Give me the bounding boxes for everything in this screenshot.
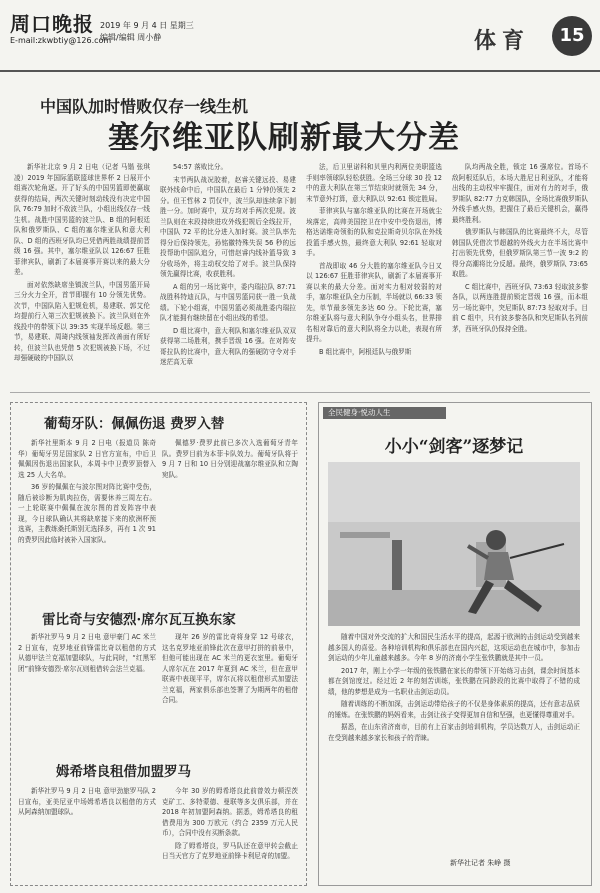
paragraph: 现年 26 岁的雷比奇将身穿 12 号球衣，这名克罗地亚前锋此次在意甲打拼的前景中，但他可能出现在 AC 米兰的更衣室里。葡萄牙人席尔瓦在 2017 年夏到 AC 米兰，但在意甲联赛中表现平平，席尔瓦将以租借形式加盟法兰克福，两家俱乐部也签署了为期两年的租借合同。 <box>162 633 298 704</box>
article-column-4 <box>452 162 588 384</box>
brief-portugal-col-2 <box>162 438 298 598</box>
feature-body <box>328 632 580 837</box>
paragraph: 除了姆希塔良，罗马队还在意甲转会截止日当天官方了克罗地亚前锋卡利尼奇的加盟。 <box>162 841 298 860</box>
paragraph: 俄罗斯队与韩国队的比赛最终不大，尽管韩国队凭借次节超越的外线火力在半场比赛中打出领先优势，但俄罗斯队第三节一波 9:2 的得分高潮将比分反超。最终，俄罗斯队 73:65 取胜。 <box>452 228 588 278</box>
brief-mkhitaryan-col-2 <box>162 786 298 878</box>
main-subheadline: 中国队加时惜败仅存一线生机 <box>40 97 249 116</box>
article-column-3 <box>306 162 442 384</box>
fencer-photo-illustration <box>328 462 580 626</box>
brief-title-rebic: 雷比奇与安德烈·席尔瓦互换东家 <box>42 612 236 628</box>
photo-byline: 新华社记者 朱峥 摄 <box>450 859 511 867</box>
paragraph: 54:57 落败比分。 <box>173 163 228 171</box>
paragraph: 36 岁的佩佩在与波尔图对阵比赛中受伤，随后被诊断为肌肉拉伤，需要休养三周左右。一上轮联赛中佩佩在波尔图的首发阵容中表现，今日球队确认其将缺席接下来的欧洲杯预选赛，主教练桑托斯别无选择多，再有 1 次 91 的费罗因此临时被补入国家队。 <box>18 483 156 544</box>
paragraph: A 组的另一场比赛中，委内瑞拉队 87:71 战胜科特迪瓦队，与中国男篮同获一胜一负战绩。下轮小组赛，中国男篮必须战胜委内瑞拉队才能拥有继续留在小组出线的希望。 <box>160 282 296 322</box>
brief-rebic-col-1 <box>18 632 156 750</box>
paragraph: D 组比赛中，意大利队和塞尔维亚队双双获得第二场胜利，携手晋级 16 强。在对阵安哥拉队的比赛中，意大利队的强硬防守令对手迷茫高无章 <box>160 326 296 366</box>
paragraph: 面对依然缺席坐镇波兰队，中国男篮开局三分火力全开，首节即握有 10 分领先优势。次节，中国队陷入犯规危机，易建联、郭艾伦均提前行入第三次犯规被换下。波兰队则在外线投中的带领下以 39:35 实现半场反超。第三节，易建联、周琦内线领袖发挥改善面有所好转，但波兰队也凭借 5 次犯规被换下场，不过却强硬破的中国队以 <box>14 280 150 362</box>
feature-headline: 小小“剑客”逐梦记 <box>384 437 524 457</box>
paragraph: 今年 30 岁的姆希塔良此前曾效力顿涅茨克矿工、多特蒙德、曼联等多支俱乐部，并在 2018 年初加盟阿森纳。据悉，姆希塔良的租借费用为 300 万欧元（约合 2359 万元人民币），合同中没有买断条款。 <box>162 787 298 837</box>
fencing-photo <box>328 462 580 626</box>
paragraph: 法，后卫里诺科和贝里内利两位美职篮选手则率领球队轻松获胜。全场三分球 30 投 12 中的意大利队在第三节结束时就领先 34 分，末节意外打算，意大利队以 92:61 锁定胜局。 <box>306 163 442 203</box>
brief-mkhitaryan-col-1 <box>18 786 156 878</box>
paragraph: 佩德罗·费罗此前已多次入选葡萄牙青年队。费罗目前为本菲卡队效力。葡萄牙队将于 9 月 7 日和 10 日分别迎战塞尔维亚队和立陶宛队。 <box>162 439 298 479</box>
article-column-1 <box>14 162 150 384</box>
paragraph: 首战即取 46 分大胜的塞尔维亚队今日又以 126:67 狂胜菲律宾队，刷新了本届赛事开赛以来的最大分差。面对实力相对较弱的对手，塞尔维亚队全力压制，半场就以 66:33 领先，单节最多领先多达 60 分。下轮比赛，塞尔维亚队将与意大利队争夺小组头名，世界排名相对靠后的意大利队将全力以赴，表现有所提升。 <box>306 261 442 343</box>
brief-rebic-col-2 <box>162 632 298 750</box>
paragraph: 新华社罗马 9 月 2 日电 意甲劲旅罗马队 2 日宣布，亚美尼亚中场姆希塔良以租借的方式从阿森纳加盟球队。 <box>18 787 156 816</box>
feature-banner: 全民健身·悦动人生 <box>323 407 446 419</box>
paragraph: 据悉，在山东省济南市，目前有上百家击剑培训机构，学员达数万人，击剑运动正在受到越来越多家长和孩子的青睐。 <box>328 723 580 742</box>
paragraph: 队均两战全胜，锁定 16 强席位。首场不敌阿根廷队后，本场大胜尼日利亚队，才能将出线的主动权牢牢握住，面对有力的对手，俄罗斯队 82:77 力克韩国队，全场比赛俄罗斯队外线手感火热，把握住了最后关键机会，赢得最终胜利。 <box>452 163 588 224</box>
main-headline: 塞尔维亚队刷新最大分差 <box>108 120 460 156</box>
paragraph: 随着训练的不断加深，击剑运动带给孩子的不仅是身体素质的提高，还有意志品质的锤炼。在张铁鹏的妈妈看来，击剑让孩子变得更加自信和坚强，也更懂得尊重对手。 <box>328 700 580 719</box>
brief-title-portugal: 葡萄牙队：佩佩伤退 费罗入替 <box>44 416 225 432</box>
paragraph: C 组比赛中，西班牙队 73:63 轻取波多黎各队，以两连胜提前锁定晋级 16 强，而本组另一场比赛中，突尼斯队 87:73 轻取对手。目前 C 组中，只有波多黎各队和突尼斯队名列前茅，西班牙队仍保持全胜。 <box>452 282 588 333</box>
article-column-2 <box>160 162 296 384</box>
section-divider <box>10 392 590 393</box>
masthead-date: 2019 年 9 月 4 日 星期三 <box>100 21 194 30</box>
masthead-email: E-mail:zkwbtiy@126.com <box>10 36 112 45</box>
section-title: 体育 <box>474 28 531 54</box>
paragraph: 随着中国对外交流的扩大和国民生活水平的提高，起源于欧洲的击剑运动受到越来越多国人的喜爱。各种培训机构和俱乐部也在国内兴起，这项运动也在城市中，参加击剑运动的少年儿童越来越多。今年 8 岁的济南小学生张铁鹏就是其中一员。 <box>328 633 580 662</box>
brief-title-mkhitaryan: 姆希塔良租借加盟罗马 <box>56 764 191 780</box>
paragraph: 末节两队战况胶着，赵睿关键远投、易建联外线命中后，中国队在最后 1 分钟仍领先 2 分。但王哲林 2 罚仅中，波兰队却连续拿下制胜一分。加时赛中，双方均对手两次犯规。波兰队则在末段持续进攻外线犯规后全线拉开，中国队 72 平的比分进入加时赛。波兰队率先得分后保持领先，孙铭徽特殊失误 56 秒的远投帮助中国队追分，可惜赵睿内线补篮导致 3 分收场外，将主动权交给了对手。波兰队保持领先赢得比赛，收获胜利。 <box>160 175 296 278</box>
masthead-editor: 编辑/编辑 周小静 <box>100 33 162 42</box>
paragraph: 新华社罗马 9 月 2 日电 意甲豪门 AC 米兰 2 日宣布，克罗地亚前锋雷比奇以租借的方式从德甲法兰克福加盟球队，与此同时，“红黑军团”前锋安德烈·席尔瓦则租借转会法兰克福。 <box>18 633 156 673</box>
paragraph: 菲律宾队与塞尔维亚队的比赛在开场就尘埃落定，高帅美国控卫在中安中受伤退出，博格达诺维奇领衔的队和克拉斯奇贝尔队在外线投篮手感火热，最终意大利队 92:61 轻取对手。 <box>306 207 442 257</box>
paragraph: 新华社北京 9 月 2 日电（记者 马锴 张琪 凌）2019 年国际篮联篮球世界杯 2 日展开小组赛次轮角逐。开了好头的中国男篮即使赢取获得的结局，两次关键时刻动线没有决定中国队 76:79 加时不敌波兰队，小组出线仅存一线生机。战胜中国男篮的波兰队、B 组的阿根廷队和俄罗斯队、C 组的塞尔维亚队和意大利队、D 组的西班牙队均已凭借两胜战绩提前晋级 16 强。其中，塞尔维亚队以 126:67 狂胜菲律宾队，刷新了本届赛事开赛以来的最大分差。 <box>14 163 150 276</box>
page-number-badge: 15 <box>552 16 592 56</box>
paragraph: 2017 年，刚上小学一年级的张铁鹏在家长的带领下开始练习击剑，课余时间基本都在剑馆度过。经过近 2 年的刻苦训练，张铁鹏在同龄段的比赛中取得了不错的成绩，他的梦想是成为一名职业击剑运动员。 <box>328 666 580 696</box>
paragraph: 新华社里斯本 9 月 2 日电（报道员 陈奇华）葡萄牙男足国家队 2 日官方宣布，中后卫佩佩因伤退出国家队，本周卡中卫费罗顶替入选 25 人大名单。 <box>18 439 156 479</box>
paragraph: B 组比赛中，阿根廷队与俄罗斯 <box>319 347 412 356</box>
newspaper-logo: 周口晚报 <box>10 12 94 36</box>
brief-portugal-col-1 <box>18 438 156 598</box>
